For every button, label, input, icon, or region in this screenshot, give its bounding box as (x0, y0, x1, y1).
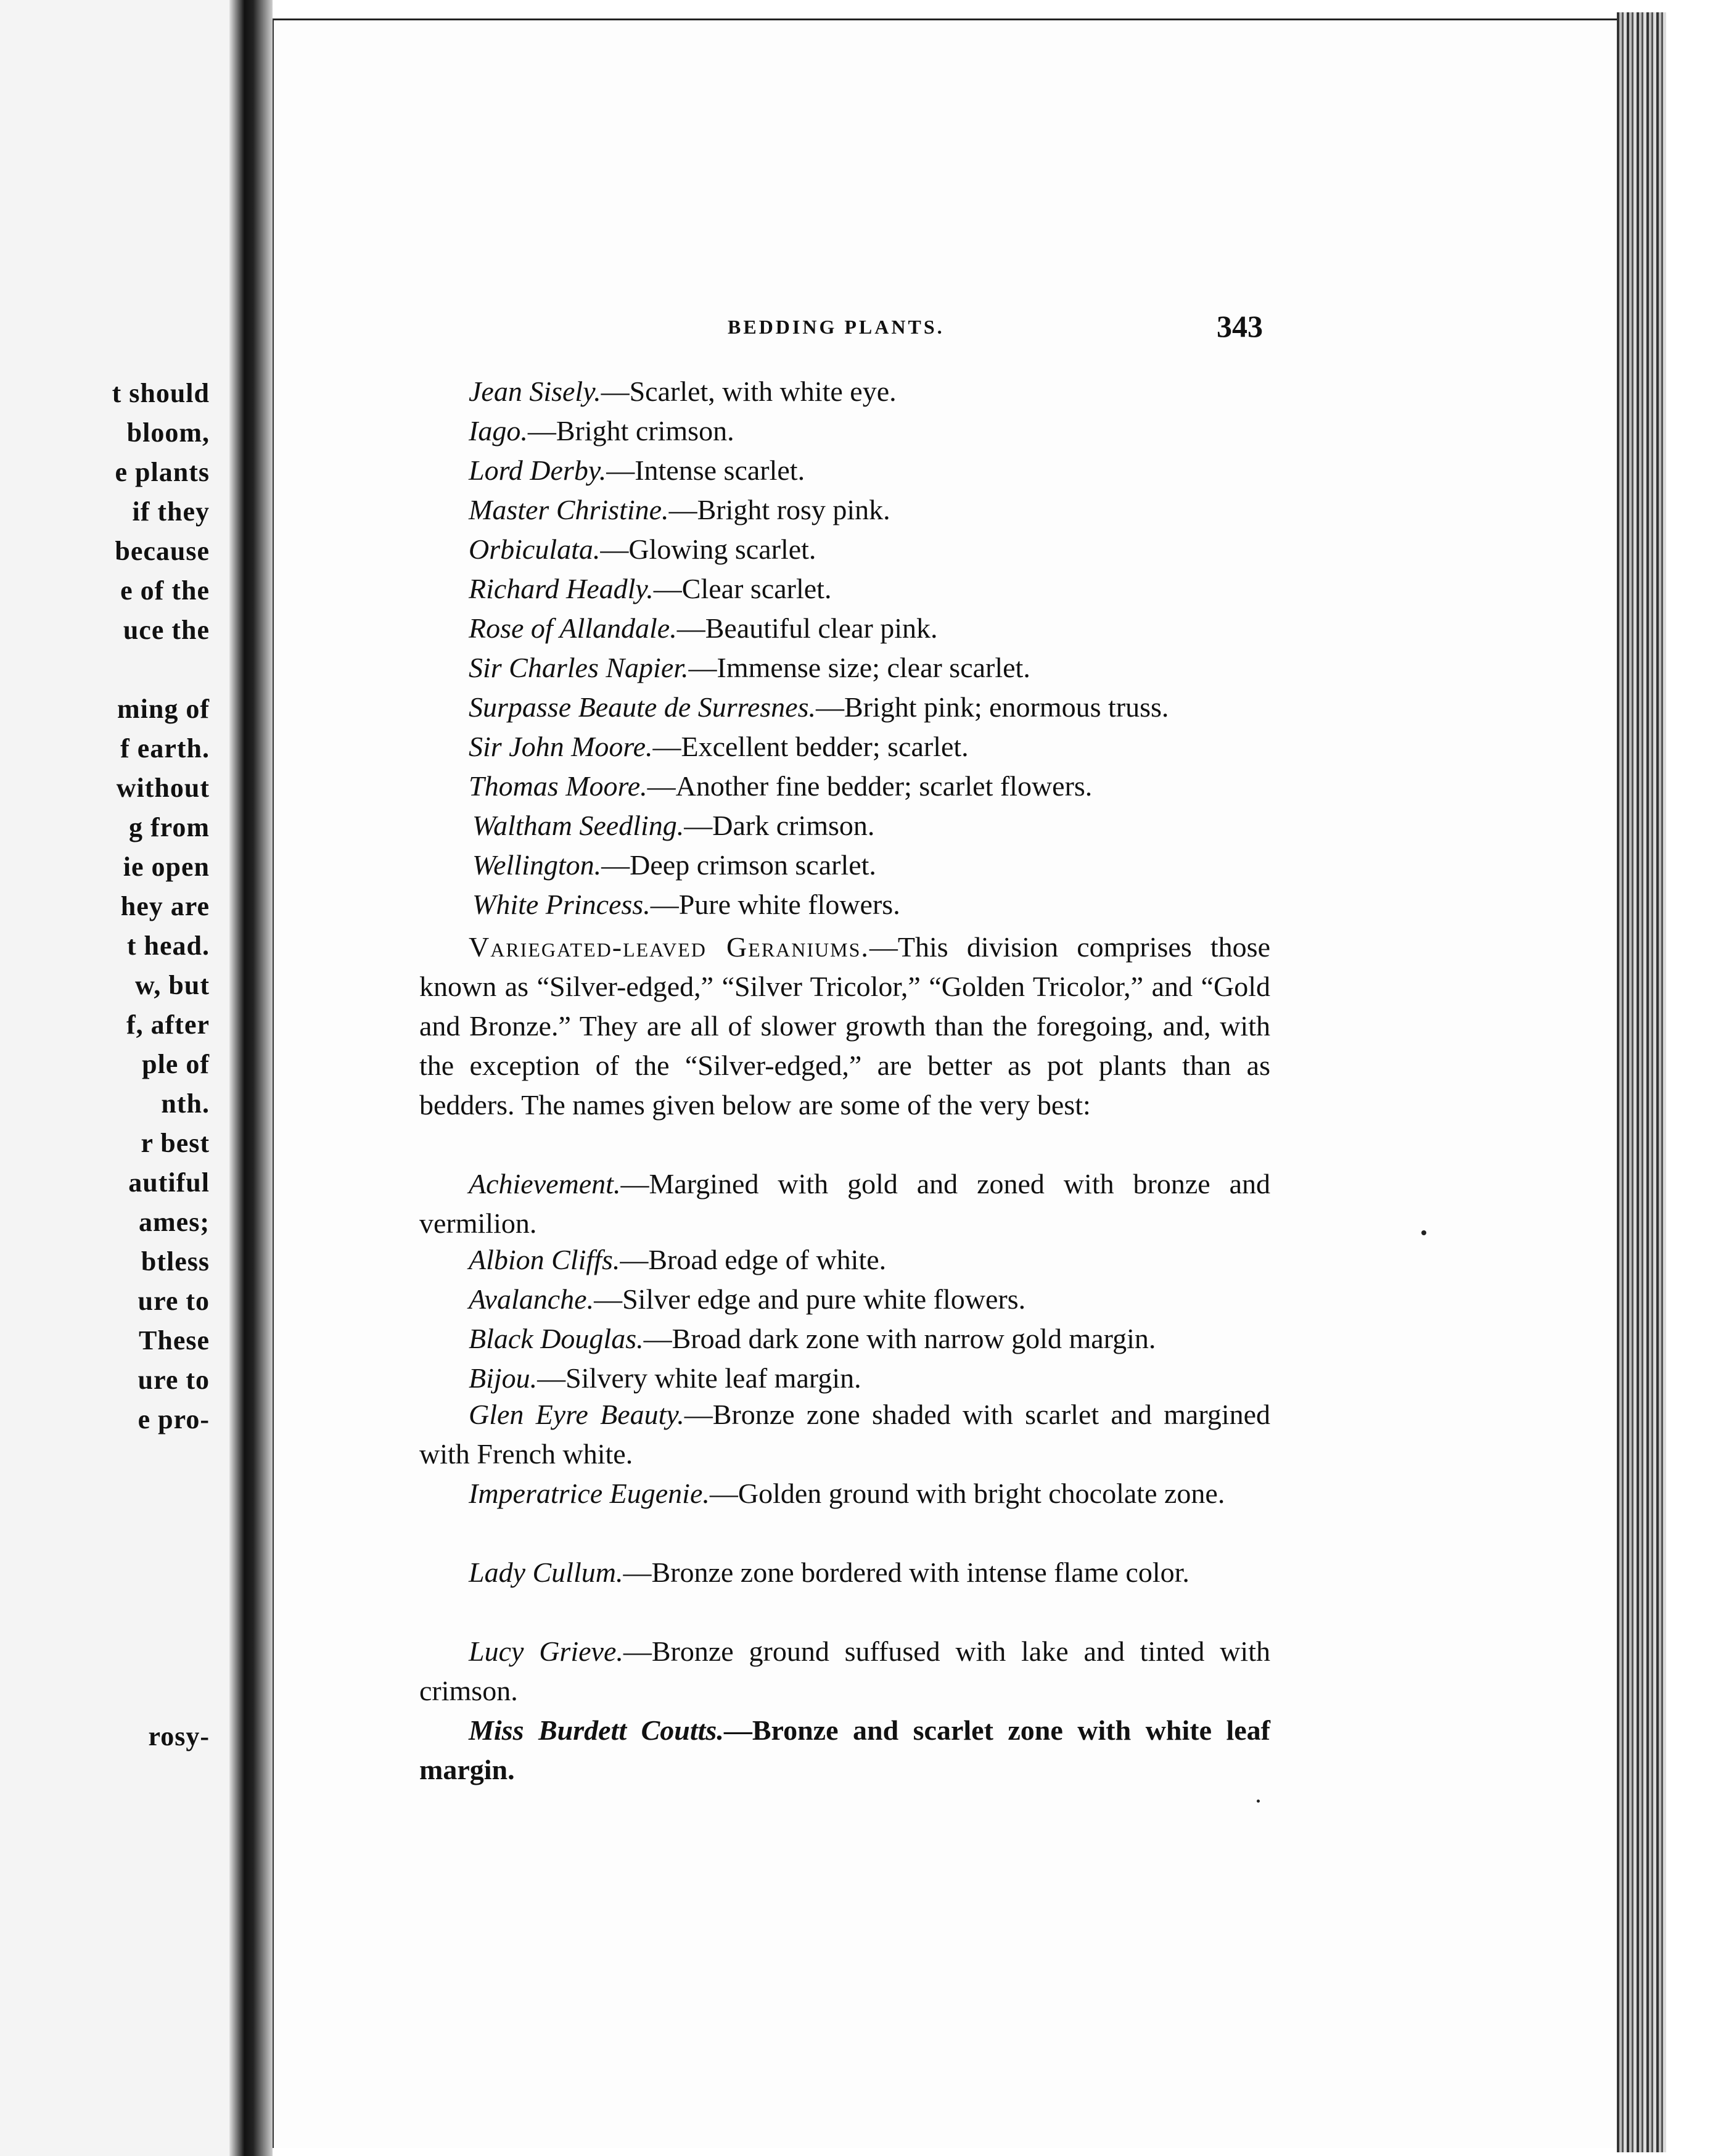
variety-entry (469, 1364, 861, 1393)
running-head: BEDDING PLANTS. (728, 316, 945, 338)
facing-page-line: ming of (117, 694, 210, 724)
facing-page-line: e plants (115, 457, 210, 487)
variety-name: Lady Cullum. (469, 1557, 623, 1588)
variety-description: —Deep crimson scarlet. (601, 849, 876, 881)
facing-page-line: w, but (135, 970, 210, 1000)
variety-description: —Pure white flowers. (650, 889, 900, 920)
facing-page-line: e pro- (138, 1404, 210, 1434)
variety-description: —Dark crimson. (684, 810, 875, 841)
section-heading: Variegated-leaved Geraniums. (469, 931, 869, 963)
facing-page-line: f earth. (120, 733, 210, 763)
variety-entry (469, 693, 1169, 722)
variety-description: —Broad edge of white. (620, 1244, 887, 1275)
print-speck (1257, 1800, 1260, 1803)
variety-name: Thomas Moore. (469, 770, 647, 802)
variety-name: Wellington. (472, 849, 602, 881)
variety-description: —Bright pink; enormous truss. (815, 691, 1169, 723)
variety-name: Surpasse Beaute de Surresnes. (469, 691, 816, 723)
facing-page-line: bloom, (126, 418, 210, 448)
variety-entry (419, 1711, 1270, 1790)
variety-description: —Bronze zone bordered with intense flame color. (623, 1557, 1190, 1588)
facing-page-line: ames; (139, 1207, 210, 1237)
variety-description: —Bronze ground suffused with lake and tinted with crimson. (419, 1636, 1270, 1706)
facing-page-line: r best (141, 1128, 210, 1158)
scan-margin (1666, 0, 1734, 2156)
variety-description: —Bright crimson. (527, 415, 734, 446)
variety-entry (469, 535, 816, 564)
variety-name: Lord Derby. (469, 455, 607, 486)
variety-entry (419, 1553, 1270, 1592)
facing-page-line: ple of (142, 1049, 210, 1079)
variety-description: —Margined with gold and zoned with bronze and vermilion. (419, 1168, 1270, 1239)
variety-entry (469, 575, 831, 603)
facing-page-line: t should (112, 378, 210, 408)
variety-description: —Bronze and scarlet zone with white leaf margin. (419, 1714, 1270, 1785)
variety-name: Glen Eyre Beauty. (469, 1399, 684, 1430)
variety-description: —Silvery white leaf margin. (537, 1362, 861, 1394)
book-gutter (229, 0, 273, 2156)
facing-page-line: if they (132, 496, 210, 527)
facing-page-line: f, after (126, 1010, 210, 1040)
book-page-edges (1617, 12, 1666, 2152)
facing-page-line: btless (141, 1246, 210, 1277)
variety-description: —Glowing scarlet. (600, 533, 816, 565)
variety-entry (419, 1632, 1270, 1711)
variety-entry (469, 1325, 1156, 1353)
print-speck (1421, 1230, 1426, 1235)
variety-name: Richard Headly. (469, 573, 654, 604)
facing-page-line: ie open (123, 852, 210, 882)
variety-name: Orbiculata. (469, 533, 601, 565)
page-number: 343 (1217, 309, 1263, 344)
variety-name: Sir Charles Napier. (469, 652, 689, 683)
variety-entry (469, 417, 734, 445)
variety-name: Albion Cliffs. (469, 1244, 620, 1275)
variegated-intro-paragraph (419, 928, 1270, 1125)
variety-entry (469, 1285, 1025, 1314)
variety-description: —Another fine bedder; scarlet flowers. (647, 770, 1093, 802)
variety-entry (419, 1395, 1270, 1474)
variety-name: Black Douglas. (469, 1323, 644, 1354)
facing-page-line: without (116, 773, 210, 803)
facing-page-line: e of the (120, 575, 210, 606)
variety-description: —Immense size; clear scarlet. (688, 652, 1030, 683)
facing-page-line: rosy- (148, 1721, 210, 1751)
variety-name: Bijou. (469, 1362, 538, 1394)
variety-name: Miss Burdett Coutts. (469, 1714, 724, 1746)
variety-entry (472, 851, 876, 879)
variety-description: —Broad dark zone with narrow gold margin. (643, 1323, 1156, 1354)
facing-page-line: because (115, 536, 210, 566)
facing-page-line: ure to (138, 1365, 210, 1395)
facing-page-line: g from (128, 812, 210, 842)
variety-description: —Beautiful clear pink. (676, 612, 938, 644)
variety-name: Sir John Moore. (469, 731, 653, 762)
variety-name: Lucy Grieve. (469, 1636, 623, 1667)
variety-name: Waltham Seedling. (472, 810, 684, 841)
variety-name: Rose of Allandale. (469, 612, 677, 644)
variety-entry (469, 377, 897, 406)
variety-description: —Intense scarlet. (606, 455, 805, 486)
facing-page-line: These (139, 1325, 210, 1356)
variety-name: White Princess. (472, 889, 651, 920)
variety-description: —Scarlet, with white eye. (601, 376, 897, 407)
variety-entry (472, 891, 900, 919)
variety-description: —Excellent bedder; scarlet. (652, 731, 969, 762)
variety-name: Avalanche. (469, 1283, 594, 1315)
variety-name: Jean Sisely. (469, 376, 601, 407)
variety-description: —Bronze zone shaded with scarlet and margined with French white. (419, 1399, 1271, 1470)
facing-page-line: autiful (128, 1167, 210, 1198)
facing-page-line: t head. (126, 931, 210, 961)
variety-name: Imperatrice Eugenie. (469, 1478, 710, 1509)
variety-description: —Golden ground with bright chocolate zone. (709, 1478, 1225, 1509)
variety-description: —Bright rosy pink. (668, 494, 890, 525)
variety-entry (469, 496, 890, 524)
variety-entry (469, 733, 969, 761)
variety-entry (419, 1474, 1270, 1513)
variety-description: —Silver edge and pure white flowers. (594, 1283, 1026, 1315)
variety-entry (469, 614, 938, 643)
variety-entry (419, 1164, 1270, 1243)
facing-page-line: uce the (123, 615, 210, 645)
variety-entry (469, 456, 805, 485)
variety-name: Achievement. (469, 1168, 621, 1199)
facing-page-line: hey are (120, 891, 210, 921)
section-text: —This division comprises those known as “Silver-edged,” “Silver Tricolor,” “Golden Tricolor,” and “Gold and Bronze.” They are all of slower growth than the foregoing, and, with the exception of the “Silver-edged,” are better as pot plants than as bedders. The names given below are some of the very best: (419, 931, 1270, 1121)
variety-entry (469, 772, 1092, 800)
variety-description: —Clear scarlet. (653, 573, 832, 604)
variety-entry (469, 1246, 886, 1274)
facing-page (0, 0, 229, 2156)
variety-entry (472, 812, 874, 840)
variety-name: Iago. (469, 415, 528, 446)
variety-name: Master Christine. (469, 494, 669, 525)
facing-page-line: nth. (161, 1088, 210, 1119)
variety-entry (469, 654, 1030, 682)
facing-page-line: ure to (138, 1286, 210, 1316)
